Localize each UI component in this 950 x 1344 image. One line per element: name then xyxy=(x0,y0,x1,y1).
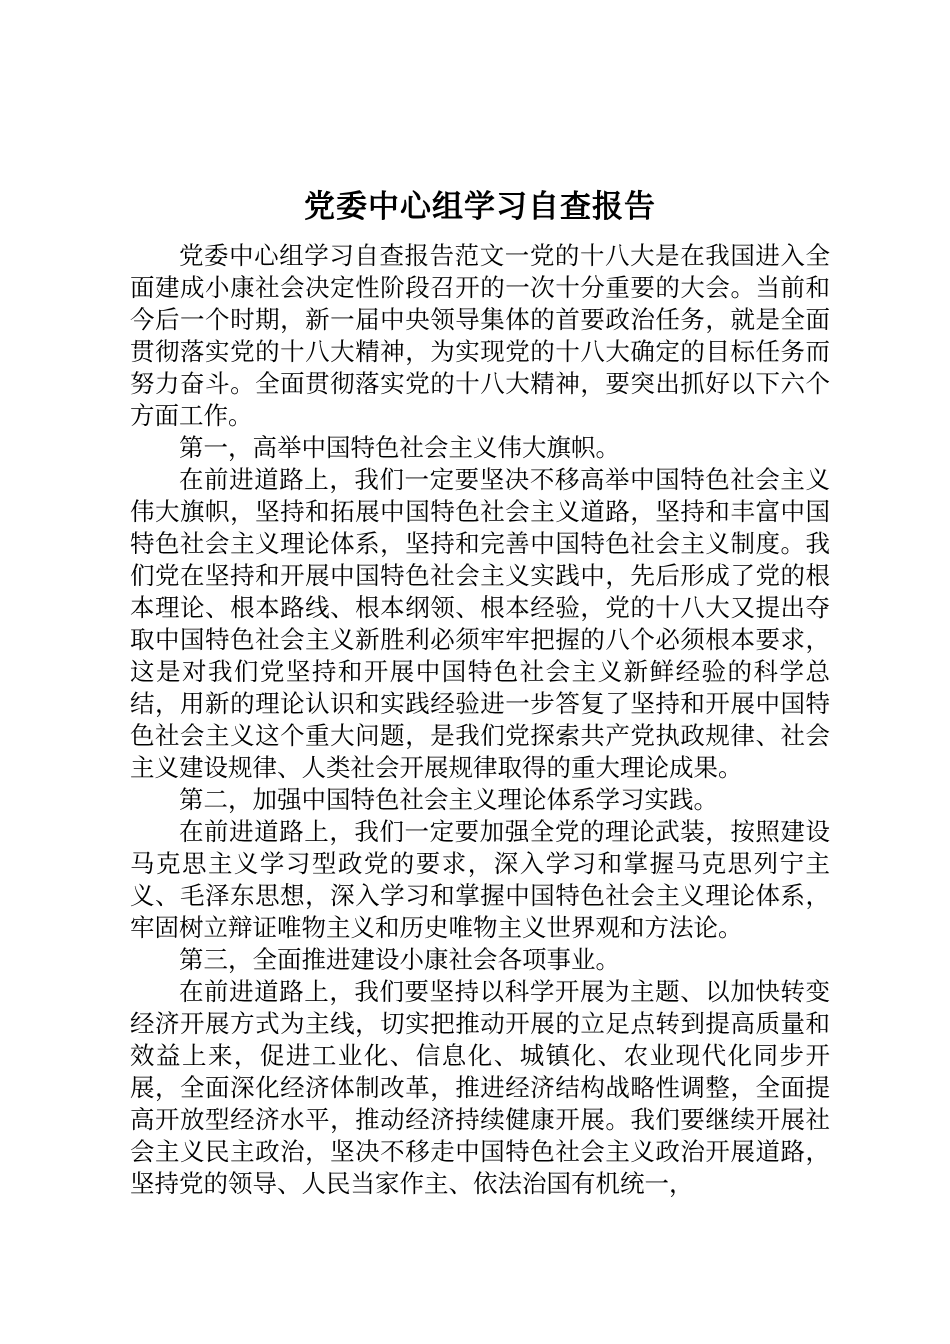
paragraph-body-2: 在前进道路上，我们一定要加强全党的理论武装，按照建设马克思主义学习型政党的要求，深入学习和掌握马克思列宁主义、毛泽东思想，深入学习和掌握中国特色社会主义理论体系，牢固树立辩证唯物主义和历史唯物主义世界观和方法论。 xyxy=(130,817,830,942)
paragraph-body-3: 在前进道路上，我们要坚持以科学开展为主题、以加快转变经济开展方式为主线，切实把推动开展的立足点转到提高质量和效益上来，促进工业化、信息化、城镇化、农业现代化同步开展，全面深化经济体制改革，推进经济结构战略性调整，全面提高开放型经济水平，推动经济持续健康开展。我们要继续开展社会主义民主政治，坚决不移走中国特色社会主义政治开展道路，坚持党的领导、人民当家作主、依法治国有机统一， xyxy=(130,977,830,1198)
paragraph-heading-3: 第三，全面推进建设小康社会各项事业。 xyxy=(179,945,620,974)
paragraph-heading-1: 第一，高举中国特色社会主义伟大旗帜。 xyxy=(179,433,620,462)
document-page xyxy=(130,178,830,1200)
paragraph-intro: 党委中心组学习自查报告范文一党的十八大是在我国进入全面建成小康社会决定性阶段召开的一次十分重要的大会。当前和今后一个时期，新一届中央领导集体的首要政治任务，就是全面贯彻落实党的十八大精神，为实现党的十八大确定的目标任务而努力奋斗。全面贯彻落实党的十八大精神，要突出抓好以下六个方面工作。 xyxy=(130,241,830,430)
document-title: 党委中心组学习自查报告 xyxy=(304,189,656,225)
paragraph-body-1: 在前进道路上，我们一定要坚决不移高举中国特色社会主义伟大旗帜，坚持和拓展中国特色社会主义道路，坚持和丰富中国特色社会主义理论体系，坚持和完善中国特色社会主义制度。我们党在坚持和开展中国特色社会主义实践中，先后形成了党的根本理论、根本路线、根本纲领、根本经验，党的十八大又提出夺取中国特色社会主义新胜利必须牢牢把握的八个必须根本要求，这是对我们党坚持和开展中国特色社会主义新鲜经验的科学总结，用新的理论认识和实践经验进一步答复了坚持和开展中国特色社会主义这个重大问题，是我们党探索共产党执政规律、社会主义建设规律、人类社会开展规律取得的重大理论成果。 xyxy=(130,465,830,782)
document-body xyxy=(130,240,830,1200)
paragraph-heading-2: 第二，加强中国特色社会主义理论体系学习实践。 xyxy=(179,785,718,814)
